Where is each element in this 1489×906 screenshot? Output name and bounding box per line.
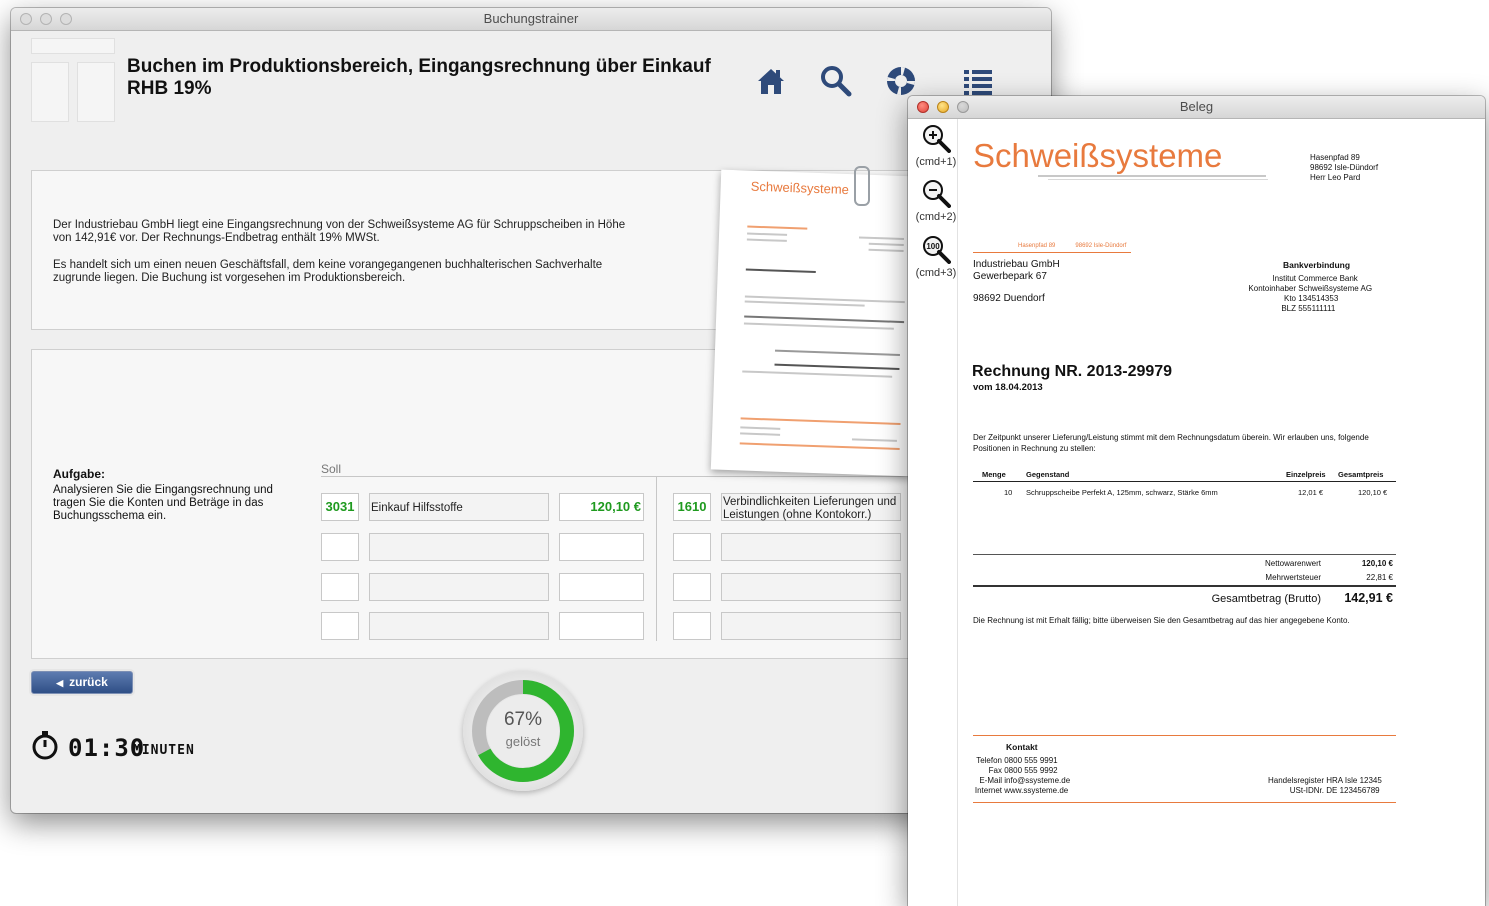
footer-rule-top [973, 735, 1396, 736]
zoom-out-icon[interactable] [921, 178, 951, 208]
paperclip-icon [854, 166, 870, 206]
amount-input[interactable] [559, 533, 644, 561]
col-gesamtpreis: Gesamtpreis [1338, 470, 1384, 479]
netto-label: Nettowarenwert [1264, 559, 1321, 568]
haben-account-name [721, 573, 901, 601]
invoice-intro: Der Zeitpunkt unserer Lieferung/Leistung stimmt mit dem Rechnungsdatum überein. Wir erlauben uns, folgende Positionen in Rechnung zu stellen: [973, 433, 1369, 453]
soll-account-input[interactable] [321, 533, 359, 561]
register-details: Handelsregister HRA Isle 12345 USt-IDNr. DE 123456789 [1267, 776, 1382, 795]
zoom-100-lens-text: 100 [926, 242, 940, 251]
haben-account-name [721, 533, 901, 561]
amount-input[interactable] [559, 612, 644, 640]
haben-account-name: Verbindlichkeiten Lieferungen und Leistungen (ohne Kontokorr.) [721, 493, 901, 521]
close-window-button[interactable] [20, 13, 32, 25]
soll-account-input[interactable] [321, 612, 359, 640]
kontakt-heading: Kontakt [1006, 742, 1038, 752]
thumb-company-name: Schweißsysteme [750, 178, 850, 198]
haben-account-input[interactable] [673, 612, 711, 640]
logo-top-bar [31, 38, 115, 54]
zoom-out-button[interactable] [913, 178, 959, 223]
zoom-100-button[interactable] [913, 234, 959, 279]
footer-rule-bottom [973, 802, 1396, 803]
invoice-page: Schweißsysteme Hasenpfad 89 98692 Isle-Dündorf Herr Leo Pard Hasenpfad 89 98692 Isle-Dündorf Industriebau GmbH Gewerbepark 67 98692 Duendorf Bankverbindung Institut Commerce Bank Kontoinhaber Schweißsysteme AG Kto 134514353 BLZ 555111111 Rechnung NR. 2013-29979 vom 18.04.2013 Der Zeitpunkt unserer Lieferung/Leistung stimmt mit dem Rechnungsdatum überein. Wir erlauben uns, folgende Positionen in Rechnung zu stellen: Menge Gegenstand Einzelpreis Gesamtpreis 10 Schruppscheibe Perfekt A, 125mm, schwarz, Stärke 6mm 12,01 € 120,10 € Nettowarenwert 120,10 € Mehrwertsteuer 22,81 € Gesamtbetrag (Brutto) 142,91 € Die Rechnung ist mit Erhalt fällig; bitte überweisen Sie den Gesamtbetrag auf das hier angegebene Konto. Kontakt Telefon 0800 555 9991 Fax 0800 555 9992 E-Mail info@ssysteme.de Internet www.ssysteme.de Handelsregister HRA Isle 12345 USt-IDNr. DE 123456789 [957, 119, 1475, 906]
task-text: Analysieren Sie die Eingangsrechnung und tragen Sie die Konten und Beträge in das Buchungsschema ein. [53, 484, 273, 522]
minimize-window-button[interactable] [40, 13, 52, 25]
booking-divider-horizontal [321, 476, 941, 477]
zoom-100-shortcut: (cmd+3) [915, 267, 957, 279]
amount-input[interactable] [559, 573, 644, 601]
timer-unit: MINUTEN [133, 743, 195, 758]
buchungstrainer-window [11, 8, 1051, 813]
home-icon[interactable] [754, 64, 788, 98]
table-header-rule [973, 481, 1396, 482]
invoice-title: Rechnung NR. 2013-29979 [972, 363, 1173, 380]
zoom-in-shortcut: (cmd+1) [915, 156, 957, 168]
brutto-rule [973, 585, 1396, 587]
brutto-value: 142,91 € [1344, 591, 1393, 605]
beleg-titlebar [908, 96, 1485, 119]
help-lifebuoy-icon[interactable] [884, 64, 918, 98]
haben-account-input[interactable] [673, 533, 711, 561]
window-title: Buchungstrainer [483, 11, 579, 26]
task-label: Aufgabe: [53, 467, 105, 481]
zoom-out-shortcut: (cmd+2) [915, 211, 957, 223]
timer-value: 01:30 [68, 734, 146, 762]
booking-divider-vertical [656, 476, 657, 641]
soll-account-input[interactable]: 3031 [321, 493, 359, 521]
logo-underline-2 [1048, 179, 1268, 180]
invoice-date: vom 18.04.2013 [973, 382, 1043, 393]
zoom-in-button[interactable] [913, 123, 959, 168]
col-menge: Menge [982, 470, 1006, 479]
sender-line-rule [973, 252, 1131, 253]
soll-account-name [369, 573, 549, 601]
zoom-100-icon[interactable] [921, 234, 951, 264]
sender-line: Hasenpfad 89 98692 Isle-Dündorf [1018, 243, 1127, 249]
mwst-value: 22,81 € [1366, 573, 1393, 582]
soll-account-name [369, 612, 549, 640]
logo-left-column [31, 62, 69, 122]
close-window-button[interactable] [917, 101, 929, 113]
soll-account-input[interactable] [321, 573, 359, 601]
progress-label: gelöst [505, 734, 541, 749]
brutto-label: Gesamtbetrag (Brutto) [1211, 593, 1321, 605]
case-description-p1: Der Industriebau GmbH liegt eine Eingangsrechnung von der Schweißsysteme AG für Schruppscheiben in Höhe von 142,91€ vor. Der Rechnungs-Endbetrag enthält 19% MWSt. [53, 219, 626, 244]
window-titlebar [11, 8, 1051, 31]
zoom-window-button[interactable] [60, 13, 72, 25]
beleg-window [908, 96, 1485, 906]
soll-header: Soll [321, 462, 342, 476]
bank-heading: Bankverbindung [1283, 260, 1351, 270]
haben-account-input[interactable]: 1610 [673, 493, 711, 521]
totals-rule [973, 554, 1396, 555]
zoom-in-icon[interactable] [921, 123, 951, 153]
payment-note: Die Rechnung ist mit Erhalt fällig; bitte überweisen Sie den Gesamtbetrag auf das hier angegebene Konto. [973, 616, 1350, 625]
haben-account-input[interactable] [673, 573, 711, 601]
mwst-label: Mehrwertsteuer [1265, 573, 1321, 582]
bank-details: Institut Commerce Bank Kontoinhaber Schweißsysteme AG Kto 134514353 BLZ 555111111 [1248, 274, 1373, 313]
col-einzelpreis: Einzelpreis [1286, 470, 1326, 479]
logo-right-column [77, 62, 115, 122]
invoice-thumbnail[interactable] [711, 170, 921, 477]
back-button[interactable]: ◀ zurück [31, 671, 133, 694]
page-title: Buchen im Produktionsbereich, Eingangsrechnung über Einkauf RHB 19% [127, 56, 711, 99]
netto-value: 120,10 € [1361, 559, 1393, 568]
amount-input[interactable]: 120,10 € [559, 493, 644, 521]
stopwatch-icon [31, 730, 59, 760]
zoom-window-button[interactable] [957, 101, 969, 113]
progress-ring [463, 671, 583, 791]
invoice-company-logo: Schweißsysteme [973, 137, 1223, 174]
soll-account-name: Einkauf Hilfsstoffe [369, 493, 549, 521]
kontakt-details: Telefon 0800 555 9991 Fax 0800 555 9992 E-Mail info@ssysteme.de Internet www.ssysteme.de [974, 756, 1071, 795]
logo-underline [1038, 175, 1266, 177]
recipient-address: Industriebau GmbH Gewerbepark 67 98692 Duendorf [973, 259, 1060, 304]
sender-address: Hasenpfad 89 98692 Isle-Dündorf Herr Leo Pard [1310, 153, 1379, 182]
soll-account-name [369, 533, 549, 561]
col-gegenstand: Gegenstand [1026, 470, 1070, 479]
haben-account-name [721, 612, 901, 640]
minimize-window-button[interactable] [937, 101, 949, 113]
case-description-p2: Es handelt sich um einen neuen Geschäftsfall, dem keine vorangegangenen buchhalterischen Sachverhalte zugrunde liegen. Die Buchung ist vorgesehen im Produktionsbereich. [53, 259, 603, 284]
list-icon[interactable] [961, 64, 995, 98]
beleg-window-title: Beleg [1179, 99, 1214, 114]
search-icon[interactable] [819, 64, 853, 98]
progress-percent: 67% [503, 709, 543, 730]
